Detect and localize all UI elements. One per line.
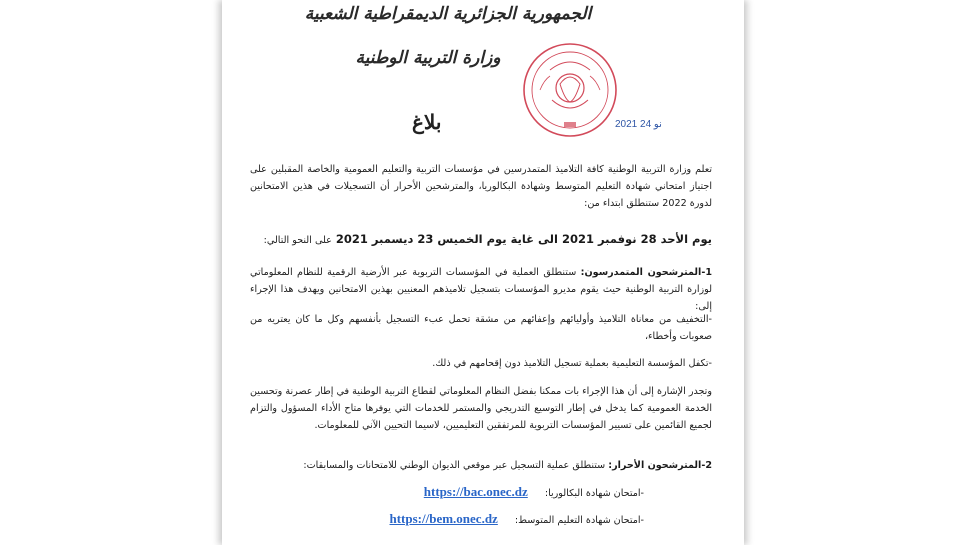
notice-title: بلاغ: [412, 110, 442, 134]
official-stamp-icon: [520, 40, 620, 140]
list-item: -تكفل المؤسسة التعليمية بعملية تسجيل التلاميذ دون إقحامهم في ذلك.: [432, 358, 712, 369]
section1-heading: 1-المترشحون المتمدرسون:: [580, 267, 712, 278]
bac-label: -امتحان شهادة البكالوريا:: [544, 488, 644, 499]
registration-period: [250, 232, 712, 246]
section-free-candidates: [250, 457, 712, 474]
section-enrolled-students: [250, 264, 712, 315]
bac-link-row: [424, 484, 644, 500]
note-paragraph: وتجدر الإشارة إلى أن هذا الإجراء بات ممكنا بفضل النظام المعلوماتي لقطاع التربية الوطنية في إطار عصرنة وتحسين الخدمة العمومية كما يدخل في إطار التوسيع التدريجي والمستمر للخدمات التي يوفرها متاح الأداء المسؤول والتزام لجميع القائمين على تسيير المؤسسات التربوية للمرتفقين التعليميين، لاسيما التحيين الآني للمعلومات.: [250, 386, 712, 431]
republic-heading: الجمهورية الجزائرية الديمقراطية الشعبية: [304, 4, 592, 24]
period-dates: يوم الأحد 28 نوفمبر 2021 الى غاية يوم الخميس 23 ديسمبر 2021: [335, 232, 712, 246]
bac-link[interactable]: https://bac.onec.dz: [423, 484, 528, 499]
section2-heading: 2-المترشحون الأحرار:: [608, 460, 712, 471]
list-item: -التخفيف من معاناة التلاميذ وأوليائهم وإعفائهم من مشقة تحمل عبء التسجيل بأنفسهم وكل ما كان يعتريه من صعوبات وأخطاء،: [250, 314, 712, 342]
bem-label: -امتحان شهادة التعليم المتوسط:: [514, 515, 644, 526]
intro-paragraph: تعلم وزارة التربية الوطنية كافة التلاميذ المتمدرسين في مؤسسات التربية والتعليم العمومية والخاصة المقبلين على اجتياز امتحاني شهادة التعليم المتوسط وشهادة البكالوريا، والمترشحين الأحرار أن التسجيلات في هذين الامتحانين لدورة 2022 ستنطلق ابتداء من:: [250, 164, 712, 209]
stamp-date: 2021 نو 24: [615, 119, 662, 130]
document-page: [222, 0, 744, 545]
ministry-heading: وزارة التربية الوطنية: [355, 48, 501, 68]
section1-text: ستنطلق العملية في المؤسسات التربوية عبر الأرضية الرقمية للنظام المعلوماتي لوزارة التربية الوطنية حيث يقوم مديرو المؤسسات بتسجيل تلاميذهم المعنيين بهذين الامتحانين ويهدف هذا الإجراء إلى:: [250, 267, 712, 312]
document-content: [222, 0, 744, 545]
bem-link[interactable]: https://bem.onec.dz: [389, 511, 498, 526]
section2-text: ستنطلق عملية التسجيل عبر موقعي الديوان الوطني للامتحانات والمسابقات:: [303, 460, 606, 471]
bem-link-row: [390, 511, 645, 527]
period-rest: على النحو التالي:: [263, 235, 332, 246]
